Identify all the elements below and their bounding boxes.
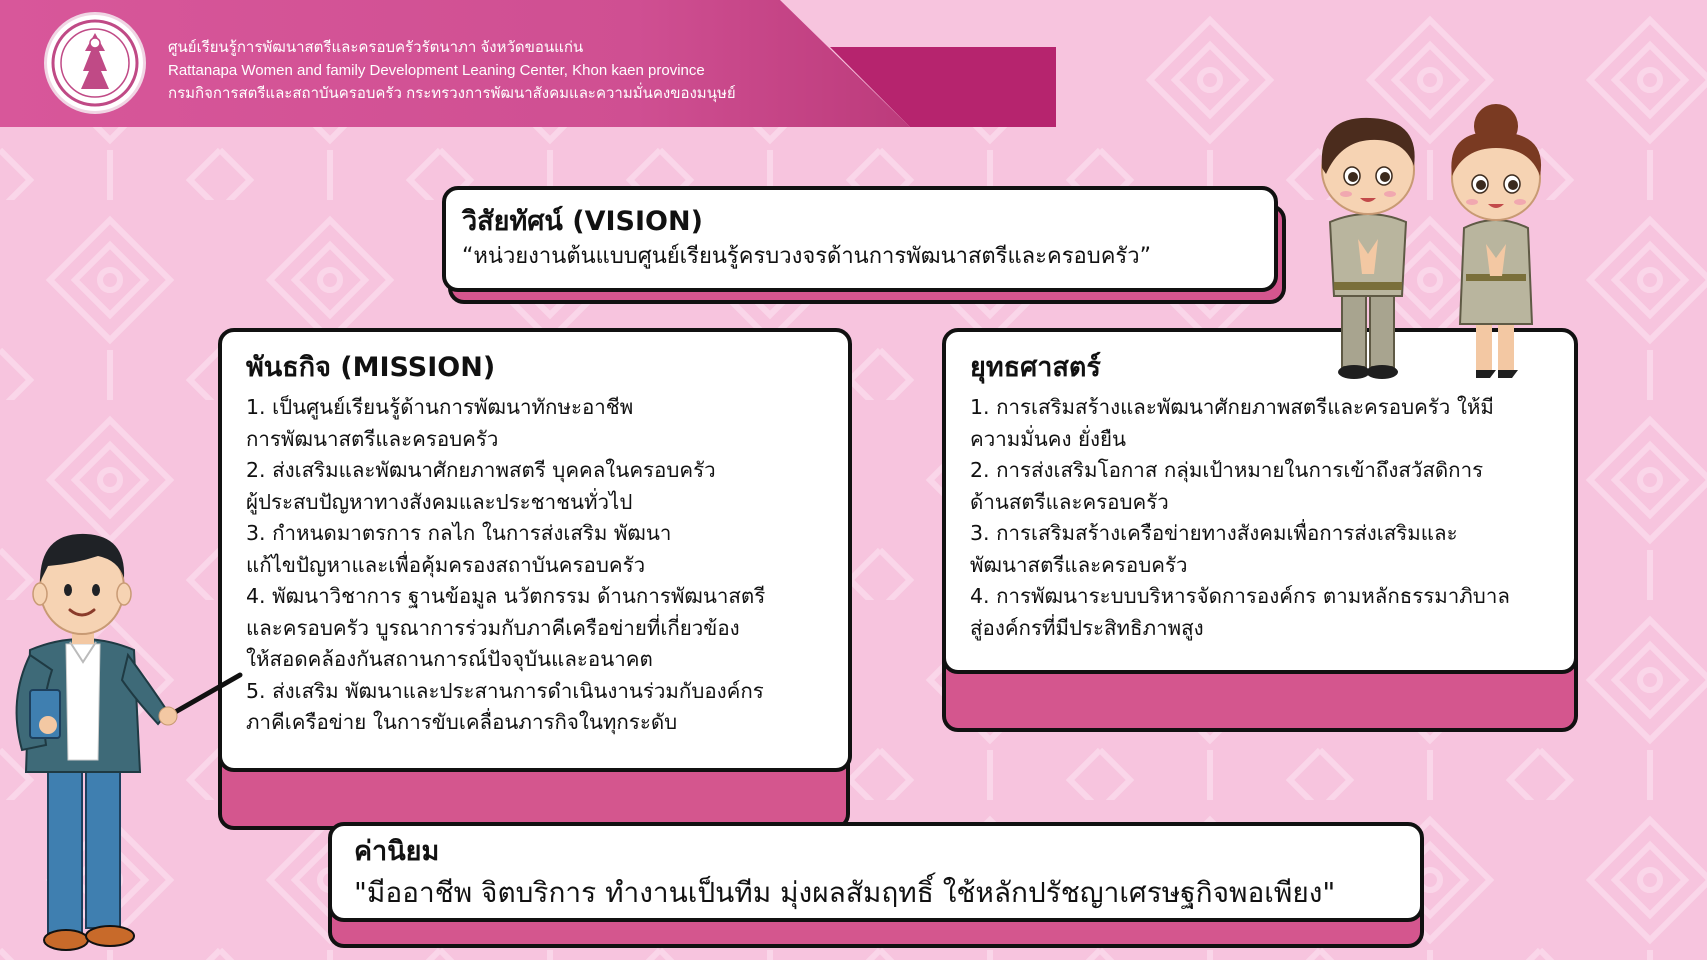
strategy-line: สู่องค์กรที่มีประสิทธิภาพสูง xyxy=(970,615,1204,640)
strategy-line: 4. การพัฒนาระบบบริหารจัดการองค์กร ตามหลักธรรมาภิบาล xyxy=(970,584,1510,608)
strategy-line: 1. การเสริมสร้างและพัฒนาศักยภาพสตรีและครอบครัว ให้มี xyxy=(970,395,1494,419)
mission-line: ภาคีเครือข่าย ในการขับเคลื่อนภารกิจในทุกระดับ xyxy=(246,710,678,734)
male-officer-figure xyxy=(1322,118,1415,379)
values-text: "มีออาชีพ จิตบริการ ทำงานเป็นทีม มุ่งผลสัมฤทธิ์ ใช้หลักปรัชญาเศรษฐกิจพอเพียง" xyxy=(354,876,1336,909)
vision-card-face xyxy=(442,186,1278,292)
vision-title: วิสัยทัศน์ (VISION) xyxy=(462,206,703,237)
strategy-line: 2. การส่งเสริมโอกาส กลุ่มเป้าหมายในการเข้าถึงสวัสดิการ xyxy=(970,458,1484,482)
strategy-line: ด้านสตรีและครอบครัว xyxy=(970,489,1169,514)
presenter-man-illustration xyxy=(0,520,260,960)
mission-line: การพัฒนาสตรีและครอบครัว xyxy=(246,426,499,451)
vision-text: “หน่วยงานต้นแบบศูนย์เรียนรู้ครบวงจรด้านการพัฒนาสตรีและครอบครัว” xyxy=(462,244,1151,269)
strategy-line: 3. การเสริมสร้างเครือข่ายทางสังคมเพื่อการส่งเสริมและ xyxy=(970,521,1458,545)
mission-line: 4. พัฒนาวิชาการ ฐานข้อมูล นวัตกรรม ด้านการพัฒนาสตรี xyxy=(246,584,766,608)
mission-line: 2. ส่งเสริมและพัฒนาศักยภาพสตรี บุคคลในครอบครัว xyxy=(246,458,716,482)
mission-card-face xyxy=(218,328,852,772)
mission-line: แก้ไขปัญหาและเพื่อคุ้มครองสถาบันครอบครัว xyxy=(246,552,646,577)
female-officer-figure xyxy=(1451,104,1541,378)
mission-line: และครอบครัว บูรณาการร่วมกับภาคีเครือข่ายที่เกี่ยวข้อง xyxy=(246,615,740,640)
mission-title: พันธกิจ (MISSION) xyxy=(246,352,496,383)
mission-line: 1. เป็นศูนย์เรียนรู้ด้านการพัฒนาทักษะอาชีพ xyxy=(246,395,634,419)
values-card-face xyxy=(328,822,1424,922)
mission-line: ให้สอดคล้องกันสถานการณ์ปัจจุบันและอนาคต xyxy=(246,647,653,671)
government-seal-icon xyxy=(44,12,146,114)
couple-officers-illustration xyxy=(1300,104,1572,384)
header-text xyxy=(168,36,736,105)
mission-line: ผู้ประสบปัญหาทางสังคมและประชาชนทั่วไป xyxy=(246,489,633,514)
mission-line: 3. กำหนดมาตรการ กลไก ในการส่งเสริม พัฒนา xyxy=(246,521,672,545)
org-name-thai: ศูนย์เรียนรู้การพัฒนาสตรีและครอบครัวรัตนาภา จังหวัดขอนแก่น xyxy=(168,39,584,56)
org-name-english: Rattanapa Women and family Development Leaning Center, Khon kaen province xyxy=(168,62,705,79)
mission-line: 5. ส่งเสริม พัฒนาและประสานการดำเนินงานร่วมกับองค์กร xyxy=(246,678,764,703)
ministry-name: กรมกิจการสตรีและสถาบันครอบครัว กระทรวงการพัฒนาสังคมและความมั่นคงของมนุษย์ xyxy=(168,85,736,102)
strategy-line: พัฒนาสตรีและครอบครัว xyxy=(970,552,1188,577)
strategy-title: ยุทธศาสตร์ xyxy=(970,352,1101,383)
values-title: ค่านิยม xyxy=(354,836,440,867)
strategy-line: ความมั่นคง ยั่งยืน xyxy=(970,426,1127,451)
